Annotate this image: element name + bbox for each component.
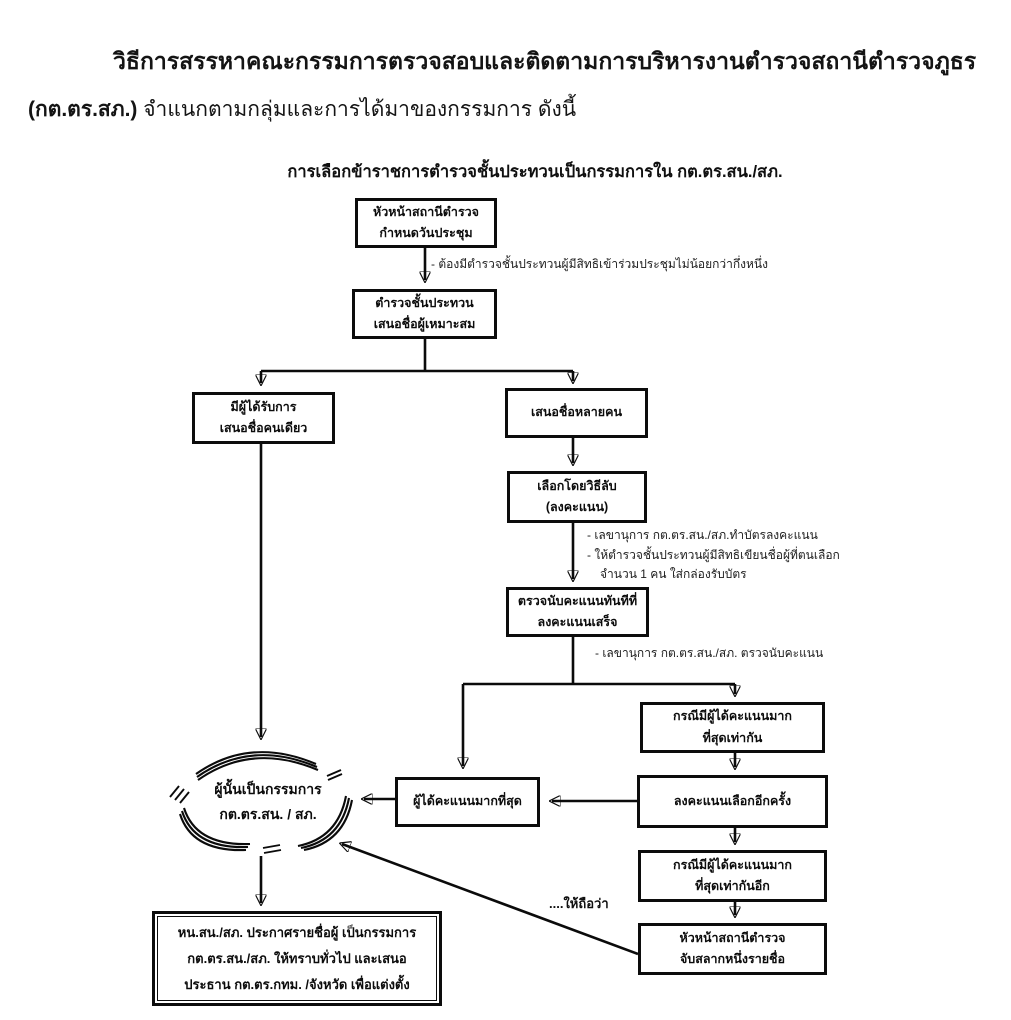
terminal-becomes-committee — [178, 777, 358, 827]
annotation-count-secretary: - เลขานุการ กต.ตร.สน./สภ. ตรวจนับคะแนน — [595, 646, 824, 660]
annotation-ballot-procedure — [587, 526, 840, 585]
annotation-quorum: - ต้องมีตำรวจชั้นประทวนผู้มีสิทธิเข้าร่วมประชุมไม่น้อยกว่ากึ่งหนึ่ง — [431, 257, 768, 271]
flowchart-title: การเลือกข้าราชการตำรวจชั้นประทวนเป็นกรรมการใน กต.ตร.สน./สภ. — [287, 163, 783, 181]
flow-box-line: ผู้ได้คะแนนมากที่สุด — [413, 794, 522, 809]
flow-box-line: กรณีมีผู้ได้คะแนนมาก — [673, 709, 792, 724]
terminal-line: กต.ตร.สน. / สภ. — [219, 806, 317, 822]
flow-box-multiple-nominees — [505, 388, 648, 438]
flow-box-line: เลือกโดยวิธีลับ — [537, 478, 617, 493]
flow-box-line: เสนอชื่อคนเดียว — [219, 421, 308, 435]
flow-box-line: ตรวจนับคะแนนทันทีที่ — [517, 593, 638, 608]
document-heading-line1: วิธีการสรรหาคณะกรรมการตรวจสอบและติดตามการบริหารงานตำรวจสถานีตำรวจภูธร — [113, 48, 977, 74]
flow-box-line: ลงคะแนนเลือกอีกครั้ง — [673, 793, 792, 808]
document-heading-line2 — [28, 93, 576, 126]
flow-box-line: กต.ตร.สน./สภ. ให้ทราบทั่วไป และเสนอ — [187, 950, 407, 966]
flow-box-line: ลงคะแนนเสร็จ — [537, 615, 618, 629]
flow-box-line: กำหนดวันประชุม — [379, 226, 473, 240]
flow-box-propose-names — [352, 289, 497, 339]
flow-box-line: กรณีมีผู้ได้คะแนนมาก — [673, 857, 792, 872]
annotation-line: - ให้ตำรวจชั้นประทวนผู้มีสิทธิเขียนชื่อผู้ที่ตนเลือก — [587, 547, 840, 562]
flow-box-set-meeting-date — [355, 198, 497, 248]
flow-box-tie-case — [640, 702, 825, 753]
flow-box-secret-vote — [507, 471, 647, 523]
flow-box-single-nominee — [192, 392, 335, 444]
label-consider-as: ....ให้ถือว่า — [549, 896, 609, 911]
flow-box-count-votes — [506, 587, 649, 637]
flow-box-line: ประธาน กต.ตร.กทม. /จังหวัด เพื่อแต่งตั้ง — [184, 976, 410, 992]
flow-box-line: หัวหน้าสถานีตำรวจ — [679, 930, 786, 945]
heading-line2-text: จำแนกตามกลุ่มและการได้มาของกรรมการ ดังนี้ — [137, 98, 577, 121]
flow-box-line: เสนอชื่อผู้เหมาะสม — [373, 317, 476, 331]
ellipse-top-arc — [196, 752, 318, 780]
flow-box-line: ตำรวจชั้นประทวน — [375, 295, 474, 310]
annotation-line: จำนวน 1 คน ใส่กล่องรับบัตร — [600, 567, 747, 581]
flow-box-line: (ลงคะแนน) — [545, 500, 609, 514]
connector-arrows — [261, 248, 735, 954]
terminal-line: ผู้นั้นเป็นกรรมการ — [214, 781, 322, 797]
flow-box-highest-score — [395, 777, 540, 827]
flow-box-line: หัวหน้าสถานีตำรวจ — [372, 204, 480, 219]
flow-box-line: ที่สุดเท่ากันอีก — [695, 879, 770, 893]
flow-box-line: หน.สน./สภ. ประกาศรายชื่อผู้ เป็นกรรมการ — [177, 924, 417, 940]
flow-box-line: ที่สุดเท่ากัน — [702, 730, 763, 745]
flow-box-tie-again-case — [638, 850, 827, 902]
flow-box-draw-lots — [638, 923, 827, 975]
flow-box-line: มีผู้ได้รับการ — [230, 399, 297, 414]
flow-box-line: จับสลากหนึ่งรายชื่อ — [679, 952, 786, 966]
split-after-propose-line — [261, 338, 573, 371]
flow-box-revote — [637, 775, 828, 828]
connector-junction-lines — [261, 338, 735, 684]
annotation-line: - เลขานุการ กต.ตร.สน./สภ.ทำบัตรลงคะแนน — [587, 528, 818, 542]
heading-abbreviation: (กต.ตร.สภ.) — [28, 98, 138, 121]
flow-box-announce-result — [152, 911, 442, 1006]
flow-box-line: เสนอชื่อหลายคน — [530, 405, 623, 420]
